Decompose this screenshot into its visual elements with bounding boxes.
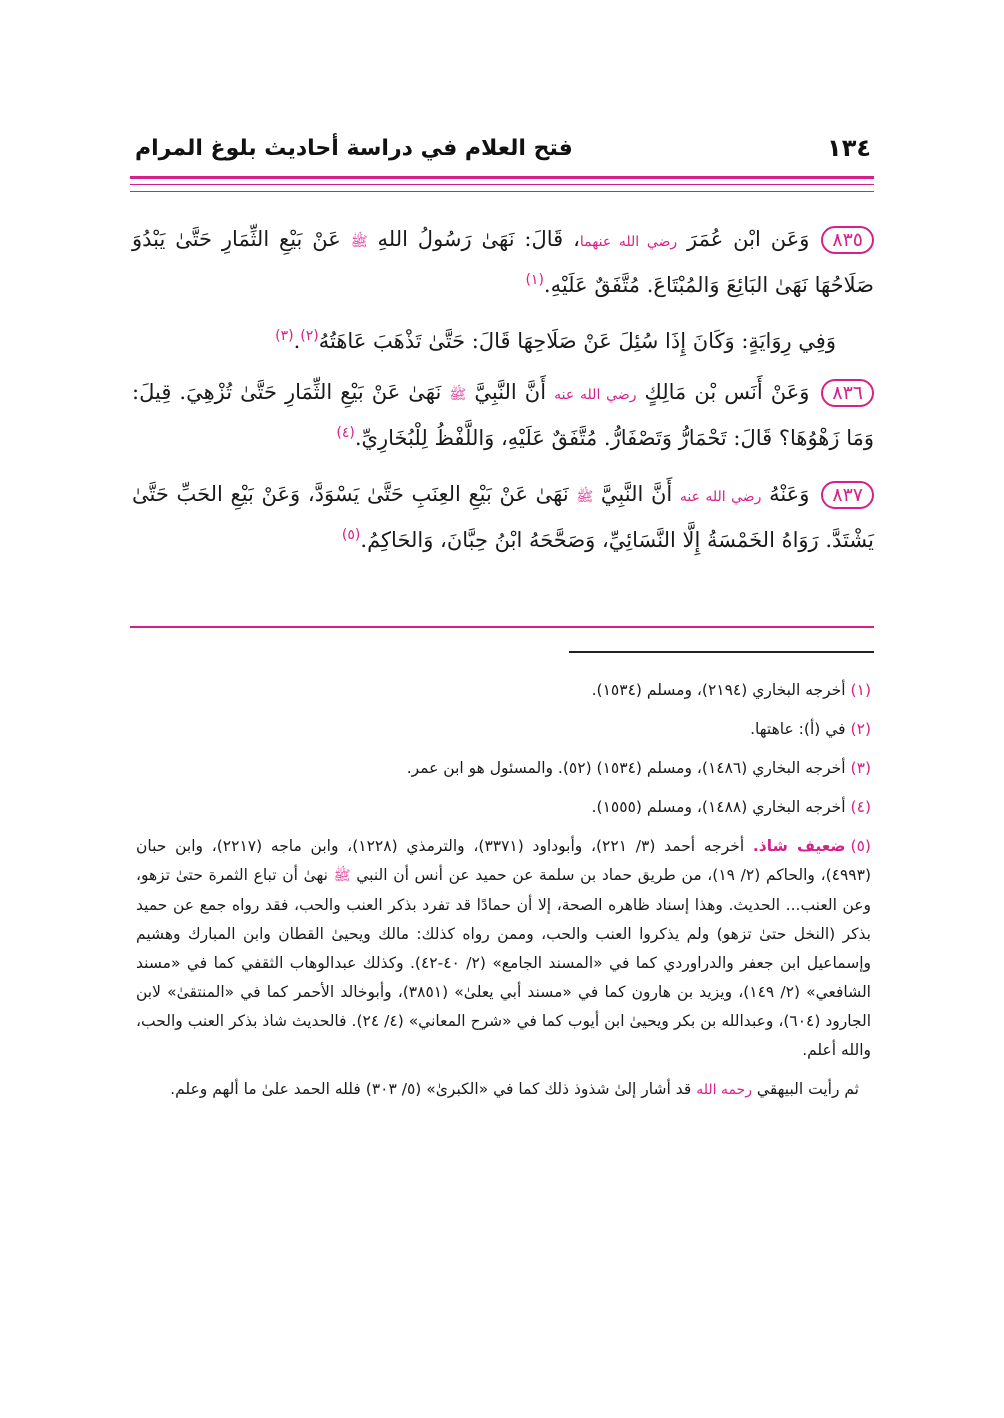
header-rule xyxy=(130,176,874,179)
page-number: ١٣٤ xyxy=(827,134,871,162)
page-header xyxy=(135,128,871,168)
hadith-text: ، قَالَ: نَهَىٰ رَسُولُ اللهِ xyxy=(367,227,580,251)
hadith-text: أَنَّ النَّبِيَّ xyxy=(466,380,555,404)
footnote-ref[interactable]: (٥) xyxy=(341,527,361,543)
honorific-mark: رضي الله عنهما xyxy=(579,234,678,250)
hadith-number-badge: ٨٣٥ xyxy=(821,226,874,254)
footnotes-section xyxy=(136,676,871,1105)
hadith-text: أَنَّ النَّبِيَّ xyxy=(593,482,680,506)
riwaya-end: . xyxy=(293,329,301,353)
salat-mark: ﷺ xyxy=(350,234,368,250)
footnote-ref[interactable]: (٤) xyxy=(336,425,355,441)
footnote-2 xyxy=(136,715,871,744)
grading-label: ضعيف شاذ. xyxy=(752,837,846,855)
hadith-text: عَنْ بَيْعِ الثِّمَارِ حَتَّىٰ يَبْدُوَ صَلَاحُهَا نَهَىٰ البَائِعَ وَالمُبْتَاعَ. مُتَّفَقٌ عَلَيْهِ. xyxy=(132,227,874,297)
footnote-text: أخرجه أحمد (٣/ ٢٢١)، وأبوداود (٣٣٧١)، والترمذي (١٢٢٨)، وابن ماجه (٢٢١٧)، وابن حبان (٤٩٩٣)، والحاكم (٢/ ١٩)، من طريق حماد بن سلمة عن حميد عن أنس أن النبي xyxy=(136,837,871,884)
footnote-number: (١) xyxy=(850,681,871,699)
hadith-block-rule xyxy=(130,626,874,628)
header-rule-secondary xyxy=(130,184,874,185)
footnote-text: قد أشار إلىٰ شذوذ ذلك كما في «الكبرىٰ» (٥/ ٣٠٣) فلله الحمد علىٰ ما ألهم وعلم. xyxy=(170,1080,697,1098)
footnote-1 xyxy=(136,676,871,705)
honorific-mark: رحمه الله xyxy=(696,1082,752,1098)
footnote-text: ثم رأيت البيهقي xyxy=(751,1080,859,1098)
footnote-3 xyxy=(136,754,871,783)
book-title: فتح العلام في دراسة أحاديث بلوغ المرام xyxy=(135,135,573,161)
riwaya-text: وَفِي رِوَايَةٍ: وَكَانَ إِذَا سُئِلَ عَنْ صَلَاحِهَا قَالَ: حَتَّىٰ تَذْهَبَ عَاهَتُهُ xyxy=(318,329,836,353)
footnote-separator xyxy=(569,651,874,653)
footnote-number: (٢) xyxy=(850,720,871,738)
hadith-835-riwaya xyxy=(132,320,874,363)
footnote-ref[interactable]: (٢) xyxy=(300,328,319,344)
footnote-5-paragraph-2 xyxy=(136,1075,871,1105)
footnote-4 xyxy=(136,793,871,822)
footnote-text: أخرجه البخاري (١٤٨٦)، ومسلم (١٥٣٤) (٥٢). والمسئول هو ابن عمر. xyxy=(406,759,846,777)
footnote-ref[interactable]: (١) xyxy=(525,272,544,288)
salat-mark: ﷺ xyxy=(333,868,351,884)
hadith-835 xyxy=(132,218,874,307)
footnote-5 xyxy=(136,832,871,1065)
footnote-number: (٥) xyxy=(850,837,871,855)
hadith-837 xyxy=(132,473,874,562)
salat-mark: ﷺ xyxy=(576,489,594,505)
honorific-mark: رضي الله عنه xyxy=(554,387,637,403)
header-rule-tertiary xyxy=(130,191,874,192)
honorific-mark: رضي الله عنه xyxy=(679,489,762,505)
footnote-number: (٣) xyxy=(850,759,871,777)
hadith-text: نَهَىٰ عَنْ بَيْعِ العِنَبِ حَتَّىٰ يَسْوَدَّ، وَعَنْ بَيْعِ الحَبِّ حَتَّىٰ يَشْتَدَّ. رَوَاهُ الخَمْسَةُ إِلَّا النَّسَائِيِّ، وَصَحَّحَهُ ابْنُ حِبَّانَ، وَالحَاكِمُ. xyxy=(132,482,874,552)
salat-mark: ﷺ xyxy=(449,387,467,403)
hadith-836 xyxy=(132,371,874,460)
footnote-ref[interactable]: (٣) xyxy=(275,328,294,344)
footnote-text: في (أ): عاهتها. xyxy=(750,720,846,738)
hadith-text: وَعَنْ أَنَس بْن مَالِكٍ xyxy=(636,380,810,404)
hadith-text: نَهَىٰ عَنْ بَيْعِ الثِّمَارِ حَتَّىٰ تُزْهِيَ. قِيلَ: وَمَا زَهْوُهَا؟ قَالَ: تَحْمَارُّ وَتَصْفَارُّ. مُتَّفَقٌ عَلَيْهِ، وَاللَّفْظُ لِلْبُخَارِيِّ. xyxy=(132,380,874,450)
footnote-text: أخرجه البخاري (٢١٩٤)، ومسلم (١٥٣٤). xyxy=(591,681,846,699)
footnote-number: (٤) xyxy=(850,798,871,816)
footnote-text: نهىٰ أن تباع الثمرة حتىٰ تزهو، وعن العنب... الحديث. وهذا إسناد ظاهره الصحة، إلا أن حمادًا قد تفرد بذكر العنب والحب، فقد رواه جمع عن حميد بذكر (النخل حتىٰ تزهو) ولم يذكروا العنب والحب، وممن رواه كذلك: مالك ويحيىٰ القطان وابن المبارك وهشيم وإسماعيل ابن جعفر والدراوردي كما في «المسند الجامع» (٢/ ٤٠-٤٢). وكذلك عبدالوهاب الثقفي كما في «مسند الشافعي» (٢/ ١٤٩)، ويزيد بن هارون كما في «مسند أبي يعلىٰ» (٣٨٥١)، وأبوخالد الأحمر كما في «المنتقىٰ» لابن الجارود (٦٠٤)، وعبدالله بن بكر ويحيىٰ ابن أيوب كما في «شرح المعاني» (٤/ ٢٤). فالحديث شاذ بذكر العنب والحب، والله أعلم. xyxy=(136,866,872,1059)
hadith-number-badge: ٨٣٧ xyxy=(821,481,874,509)
hadith-text: وَعَنْهُ xyxy=(761,482,810,506)
hadith-section xyxy=(132,218,874,575)
footnote-text: أخرجه البخاري (١٤٨٨)، ومسلم (١٥٥٥). xyxy=(591,798,846,816)
hadith-number-badge: ٨٣٦ xyxy=(821,379,874,407)
hadith-text: وَعَن ابْن عُمَرَ xyxy=(677,227,810,251)
